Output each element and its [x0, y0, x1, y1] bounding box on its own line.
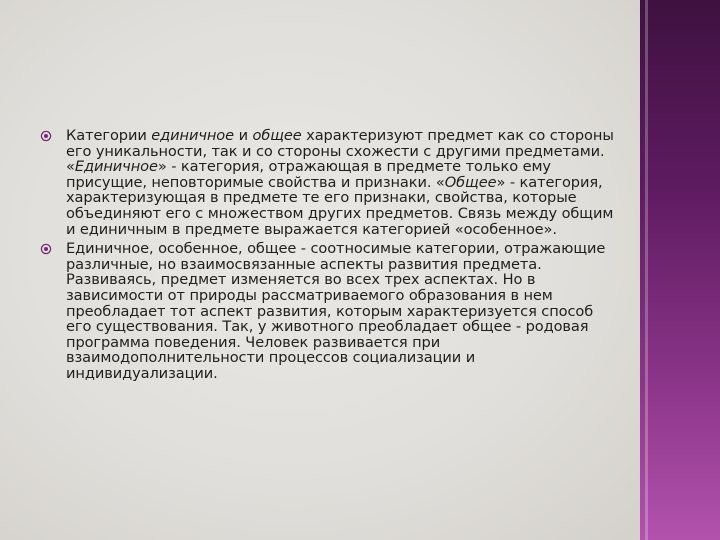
- circle-bullet-icon: [40, 243, 52, 255]
- term-individual: единичное: [151, 127, 235, 144]
- text-segment: » - категория, характеризующая в предмете те его признаки, свойства, которые объединяют его с множеством других предметов. Связь между общим и единичным в предмете выражается категорией «особенное».: [66, 173, 614, 238]
- text-segment: характеризуют предмет как со стороны его уникальности, так и со стороны схожести с другими предметами. «: [66, 127, 614, 176]
- bullet-item-development: [40, 241, 615, 381]
- slide-content: [40, 128, 615, 386]
- bullet-item-categories: [40, 128, 615, 237]
- term-general-quoted: Общее: [444, 173, 497, 191]
- circle-bullet-icon: [40, 130, 52, 142]
- text-segment: и: [234, 127, 253, 144]
- bullet-text: [66, 127, 614, 238]
- text-segment: » - категория, отражающая в предмете только ему присущие, неповторимые свойства и признаки. «: [66, 158, 551, 191]
- bullet-text: Единичное, особенное, общее - соотносимые категории, отражающие различные, но взаимосвязанные аспекты развития предмета. Развиваясь, предмет изменяется во всех трех аспектах. Но в зависимости от природы рассматриваемого образования в нем преобладает тот аспект развития, которым характеризуется способ его существования. Так, у животного преобладает общее - родовая программа поведения. Человек развивается при взаимодополнительности процессов социализации и индивидуализации.: [66, 240, 606, 382]
- term-individual-quoted: Единичное: [74, 158, 158, 176]
- side-bar-edge: [645, 0, 648, 540]
- text-segment: Категории: [66, 127, 152, 144]
- term-general: общее: [252, 127, 302, 144]
- decorative-side-bar: [640, 0, 720, 540]
